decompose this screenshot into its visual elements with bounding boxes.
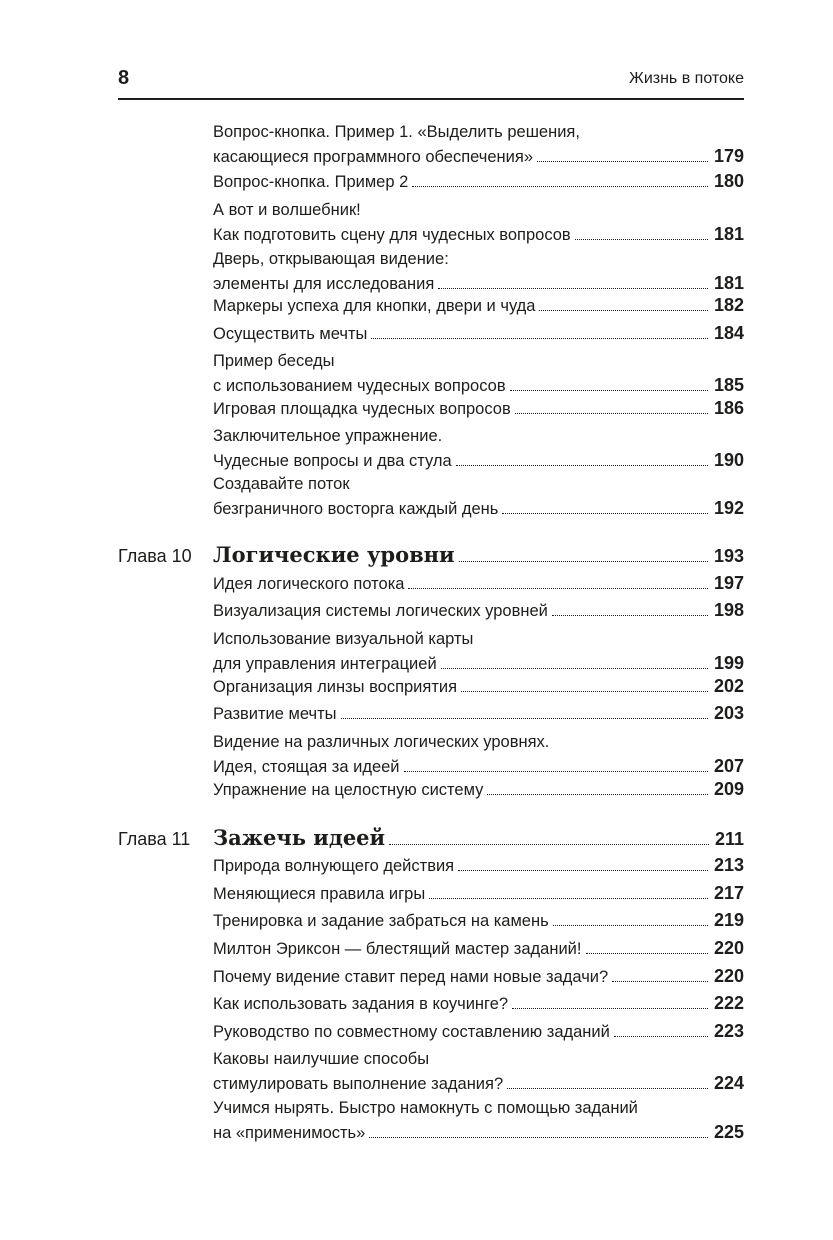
leader-dots bbox=[369, 1137, 708, 1138]
entry-title-line: для управления интеграцией bbox=[213, 654, 437, 673]
page-ref: 180 bbox=[713, 171, 744, 191]
leader-dots bbox=[537, 161, 708, 162]
toc-entry[interactable] bbox=[213, 397, 744, 422]
page-ref: 207 bbox=[713, 755, 744, 776]
leader-dots bbox=[412, 186, 708, 187]
page-header bbox=[118, 66, 744, 100]
leader-dots bbox=[510, 390, 708, 391]
toc-entry[interactable] bbox=[213, 248, 744, 296]
entry-title-line: Игровая площадка чудесных вопросов bbox=[213, 400, 511, 418]
entry-title-line: Как использовать задания в коучинге? bbox=[213, 995, 509, 1013]
toc-entry[interactable] bbox=[213, 965, 744, 990]
entry-title-line: Каковы наилучшие способы bbox=[213, 1050, 430, 1068]
page-ref: 181 bbox=[713, 272, 744, 293]
toc-entry[interactable] bbox=[213, 294, 744, 319]
toc-entry[interactable] bbox=[213, 170, 744, 195]
entry-title-line: Дверь, открывающая видение: bbox=[213, 250, 449, 268]
entry-title-line: с использованием чудесных вопросов bbox=[213, 376, 506, 395]
page-ref: 203 bbox=[713, 703, 744, 723]
entry-title-line: Пример беседы bbox=[213, 352, 335, 370]
toc-entry[interactable] bbox=[213, 350, 744, 398]
entry-title-line: Милтон Эриксон — блестящий мастер заданий! bbox=[213, 940, 582, 958]
entry-title-line: Вопрос-кнопка. Пример 2 bbox=[213, 173, 409, 191]
toc-entry[interactable] bbox=[213, 425, 744, 473]
toc-entry[interactable] bbox=[213, 731, 744, 779]
page-ref: 225 bbox=[713, 1121, 744, 1142]
page-ref: 223 bbox=[713, 1021, 744, 1041]
entry-title-line: Осуществить мечты bbox=[213, 325, 368, 343]
entry-title-line: элементы для исследования bbox=[213, 274, 435, 293]
entry-title-line: Маркеры успеха для кнопки, двери и чуда bbox=[213, 297, 536, 315]
entry-title-line: Организация линзы восприятия bbox=[213, 678, 458, 696]
leader-dots bbox=[456, 465, 708, 466]
toc-entry[interactable] bbox=[213, 628, 744, 676]
entry-title-line: безграничного восторга каждый день bbox=[213, 499, 499, 518]
page-ref: 179 bbox=[713, 145, 744, 166]
entry-title-line: Тренировка и задание забраться на камень bbox=[213, 912, 549, 930]
page-ref: 220 bbox=[713, 966, 744, 986]
toc-entry[interactable] bbox=[213, 121, 744, 169]
page-ref: 202 bbox=[713, 676, 744, 696]
leader-dots bbox=[553, 925, 708, 926]
leader-dots bbox=[371, 338, 708, 339]
toc-entry[interactable] bbox=[213, 778, 744, 803]
entry-title-line: Упражнение на целостную систему bbox=[213, 781, 484, 799]
entry-title-line: Идея логического потока bbox=[213, 575, 405, 593]
chapter-title: Зажечь идеей bbox=[213, 825, 386, 850]
leader-dots bbox=[507, 1088, 708, 1089]
leader-dots bbox=[612, 981, 708, 982]
entry-title-line: стимулировать выполнение задания? bbox=[213, 1074, 504, 1093]
entry-title-line: Идея, стоящая за идеей bbox=[213, 757, 400, 776]
toc-entry[interactable] bbox=[213, 992, 744, 1017]
entry-title-line: Видение на различных логических уровнях. bbox=[213, 733, 550, 751]
page-ref: 185 bbox=[713, 374, 744, 395]
toc-entry[interactable] bbox=[213, 473, 744, 521]
toc-entry[interactable] bbox=[213, 1020, 744, 1045]
page-ref: 193 bbox=[713, 546, 744, 566]
chapter-title: Логические уровни bbox=[213, 542, 455, 567]
chapter-11-heading[interactable] bbox=[118, 825, 744, 852]
page-ref: 209 bbox=[713, 779, 744, 799]
leader-dots bbox=[512, 1008, 708, 1009]
page-ref: 184 bbox=[713, 323, 744, 343]
leader-dots bbox=[586, 953, 708, 954]
page-ref: 181 bbox=[713, 223, 744, 244]
toc-entry[interactable] bbox=[213, 909, 744, 934]
toc-entry[interactable] bbox=[213, 675, 744, 700]
chapter-label: Глава 11 bbox=[118, 829, 191, 849]
toc-entry[interactable] bbox=[213, 599, 744, 624]
page-ref: 190 bbox=[713, 449, 744, 470]
leader-dots bbox=[458, 870, 708, 871]
entry-title-line: А вот и волшебник! bbox=[213, 201, 361, 219]
leader-dots bbox=[575, 239, 708, 240]
leader-dots bbox=[614, 1036, 708, 1037]
page-ref: 198 bbox=[713, 600, 744, 620]
entry-title-line: Чудесные вопросы и два стула bbox=[213, 451, 452, 470]
page-ref: 199 bbox=[713, 652, 744, 673]
leader-dots bbox=[552, 615, 708, 616]
page-number: 8 bbox=[118, 67, 130, 89]
entry-title-line: Использование визуальной карты bbox=[213, 630, 474, 648]
page-ref: 220 bbox=[713, 938, 744, 958]
page-ref: 213 bbox=[713, 855, 744, 875]
page-ref: 222 bbox=[713, 993, 744, 1013]
page-ref: 186 bbox=[713, 398, 744, 418]
running-title: Жизнь в потоке bbox=[629, 70, 744, 87]
page-ref: 217 bbox=[713, 883, 744, 903]
page-ref: 182 bbox=[713, 295, 744, 315]
leader-dots bbox=[408, 588, 707, 589]
entry-title-line: Визуализация системы логических уровней bbox=[213, 602, 548, 620]
entry-title-line: Меняющиеся правила игры bbox=[213, 885, 426, 903]
leader-dots bbox=[502, 513, 708, 514]
chapter-label: Глава 10 bbox=[118, 546, 192, 566]
toc-entry[interactable] bbox=[213, 1048, 744, 1096]
toc-entry[interactable] bbox=[213, 572, 744, 597]
page-ref: 197 bbox=[713, 573, 744, 593]
page-ref: 224 bbox=[713, 1072, 744, 1093]
entry-title-line: Вопрос-кнопка. Пример 1. «Выделить решения, bbox=[213, 123, 580, 141]
entry-title-line: на «применимость» bbox=[213, 1123, 366, 1142]
entry-title-line: Руководство по совместному составлению заданий bbox=[213, 1023, 610, 1041]
leader-dots bbox=[487, 794, 708, 795]
leader-dots bbox=[459, 561, 708, 562]
leader-dots bbox=[441, 668, 708, 669]
leader-dots bbox=[429, 898, 708, 899]
leader-dots bbox=[438, 288, 708, 289]
leader-dots bbox=[539, 310, 707, 311]
leader-dots bbox=[404, 771, 708, 772]
page-ref: 219 bbox=[713, 910, 744, 930]
page-ref: 192 bbox=[713, 497, 744, 518]
page-ref: 211 bbox=[714, 829, 744, 849]
entry-title-line: Как подготовить сцену для чудесных вопросов bbox=[213, 225, 571, 244]
entry-title-line: Почему видение ставит перед нами новые задачи? bbox=[213, 968, 609, 986]
toc-entry[interactable] bbox=[213, 1097, 744, 1145]
leader-dots bbox=[341, 718, 708, 719]
toc-entry[interactable] bbox=[213, 882, 744, 907]
leader-dots bbox=[389, 844, 709, 845]
entry-title-line: Заключительное упражнение. bbox=[213, 427, 443, 445]
toc-entry[interactable] bbox=[213, 937, 744, 962]
toc-entry[interactable] bbox=[213, 322, 744, 347]
entry-title-line: касающиеся программного обеспечения» bbox=[213, 147, 533, 166]
toc-entry[interactable] bbox=[213, 199, 744, 247]
leader-dots bbox=[515, 413, 708, 414]
toc-entry[interactable] bbox=[213, 854, 744, 879]
entry-title-line: Развитие мечты bbox=[213, 705, 337, 723]
entry-title-line: Учимся нырять. Быстро намокнуть с помощью заданий bbox=[213, 1099, 638, 1117]
chapter-10-heading[interactable] bbox=[118, 542, 744, 569]
entry-title-line: Создавайте поток bbox=[213, 475, 350, 493]
leader-dots bbox=[461, 691, 708, 692]
entry-title-line: Природа волнующего действия bbox=[213, 857, 455, 875]
toc-entry[interactable] bbox=[213, 702, 744, 727]
